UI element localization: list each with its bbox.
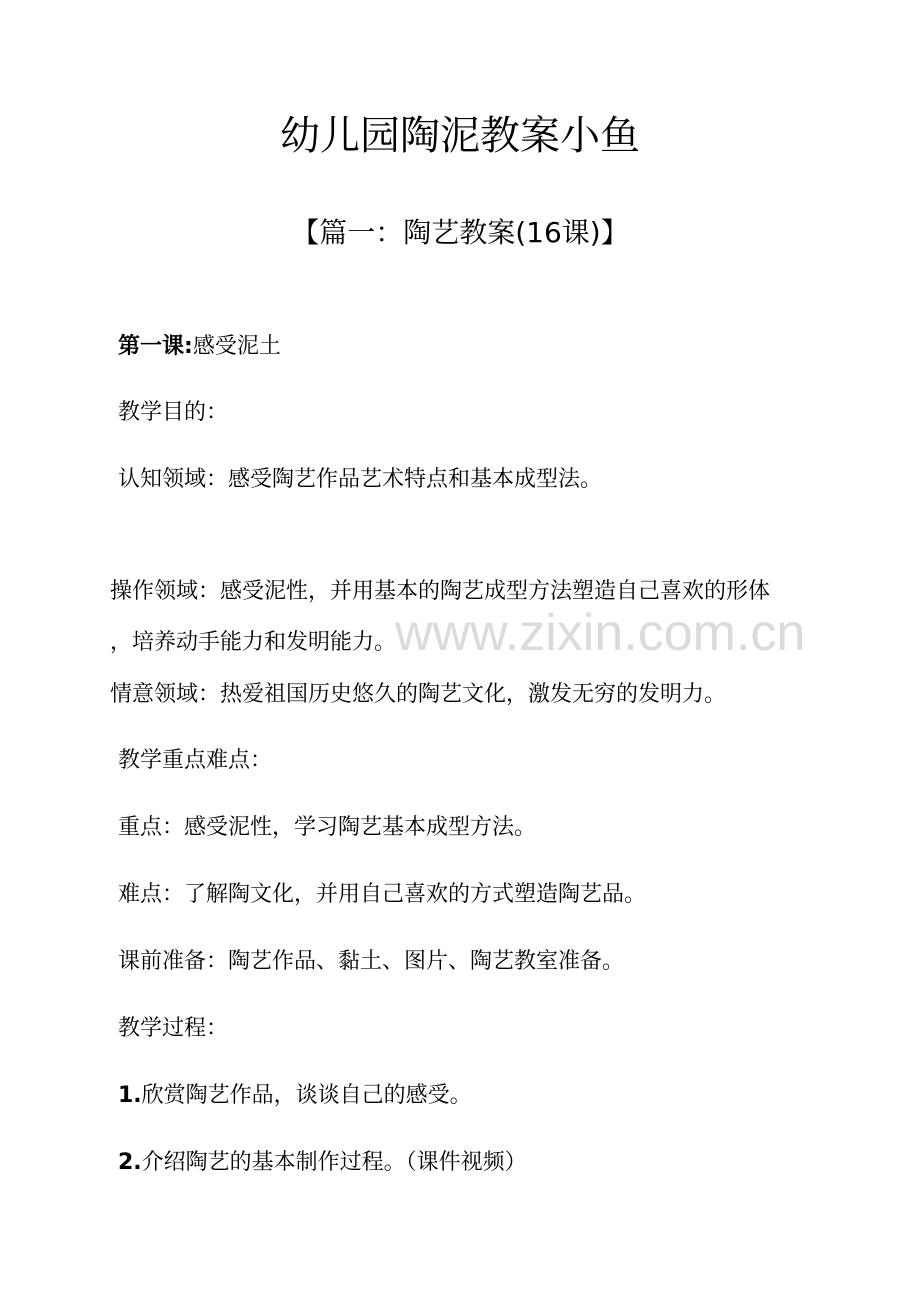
process-step-1 xyxy=(118,1081,472,1111)
key-difficulties-heading: 教学重点难点： xyxy=(118,748,273,773)
cognitive-domain-text: 认知领域：感受陶艺作品艺术特点和基本成型法。 xyxy=(118,467,603,492)
difficulty-text: 难点：了解陶文化，并用自己喜欢的方式塑造陶艺品。 xyxy=(118,882,647,907)
process-step-2 xyxy=(118,1148,527,1178)
key-point-text: 重点：感受泥性，学习陶艺基本成型方法。 xyxy=(118,815,537,840)
step-text: 介绍陶艺的基本制作过程。（课件视频） xyxy=(141,1150,527,1175)
operation-domain-line2: ，培养动手能力和发明能力。 xyxy=(110,630,397,655)
step-text: 欣赏陶艺作品，谈谈自己的感受。 xyxy=(141,1083,472,1108)
teaching-goal-heading: 教学目的： xyxy=(118,400,229,425)
step-number: 1. xyxy=(118,1083,142,1108)
lesson-title: 感受泥土 xyxy=(192,334,281,359)
emotion-domain-text: 情意领域：热爱祖国历史悠久的陶艺文化，激发无穷的发明力。 xyxy=(110,682,727,707)
lesson-number: 第一课: xyxy=(118,334,193,359)
lesson-heading xyxy=(118,332,281,362)
watermark: www.zixin.com.cn xyxy=(395,604,806,662)
step-number: 2. xyxy=(118,1150,142,1175)
process-heading: 教学过程： xyxy=(118,1016,229,1041)
section-subtitle: 【篇一：陶艺教案(16课)】 xyxy=(291,216,629,249)
document-title: 幼儿园陶泥教案小鱼 xyxy=(280,113,640,159)
operation-domain-line1: 操作领域：感受泥性，并用基本的陶艺成型方法塑造自己喜欢的形体 xyxy=(110,579,771,604)
preparation-text: 课前准备：陶艺作品、黏土、图片、陶艺教室准备。 xyxy=(118,949,625,974)
